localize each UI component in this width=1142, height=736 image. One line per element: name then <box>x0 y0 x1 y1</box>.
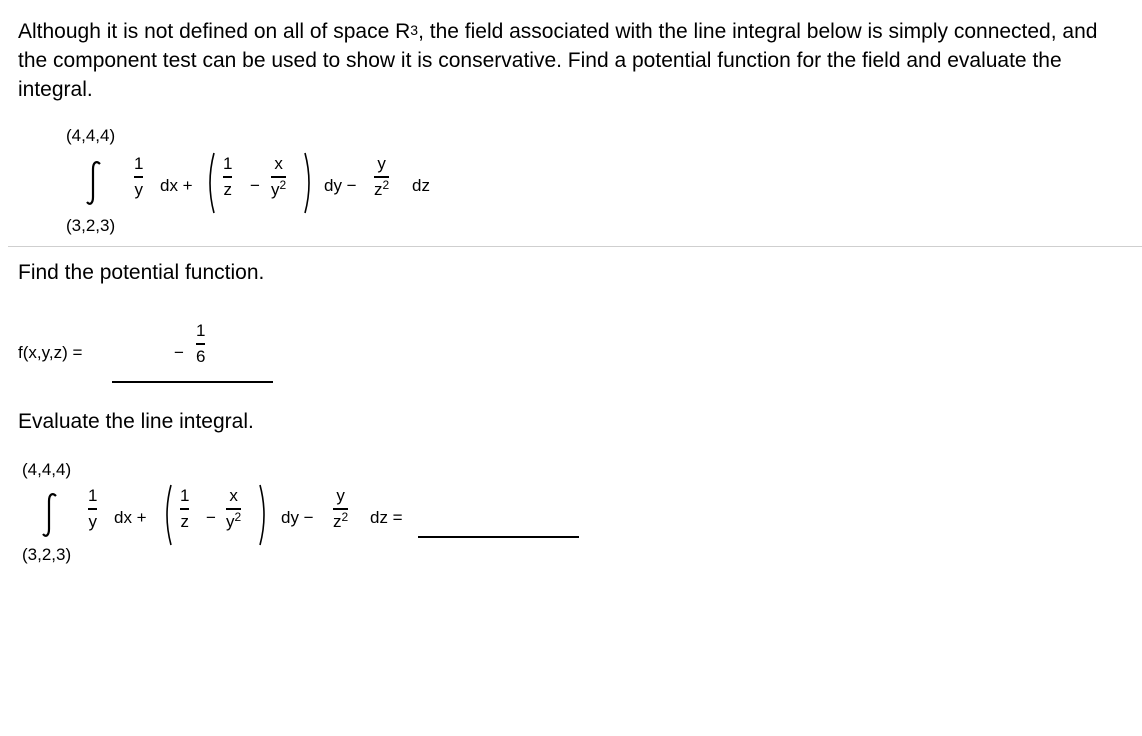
den-base: z <box>333 511 342 531</box>
frac-num: x <box>229 486 238 505</box>
lower-limit: (3,2,3) <box>22 545 72 564</box>
frac-bar <box>223 176 232 178</box>
frac-den <box>226 509 242 532</box>
den-exponent: 2 <box>279 177 287 192</box>
section-divider <box>8 246 1142 247</box>
frac-num: 1 <box>196 321 206 340</box>
frac-den: z <box>180 511 189 531</box>
frac-num: y <box>336 486 345 505</box>
intro-text-continued: , the field associated with the line integral below is simply connected, and the component test can be used to show it is conservative. Find a potential function for the field and evaluate the integral. <box>18 20 1098 101</box>
fraction-x-over-y2 <box>271 154 286 200</box>
integral-sign-icon <box>40 492 62 538</box>
evaluate-integral-heading: Evaluate the line integral. <box>18 410 254 433</box>
right-paren-icon <box>257 482 271 548</box>
frac-den: 6 <box>196 346 206 366</box>
integral-sign-icon <box>84 160 106 206</box>
potential-function-label: f(x,y,z) = <box>18 343 83 362</box>
frac-den <box>271 177 287 200</box>
den-base: z <box>374 179 383 199</box>
answer-fraction <box>196 321 205 367</box>
frac-bar <box>180 508 189 510</box>
upper-limit: (4,4,4) <box>66 126 116 145</box>
frac-num: 1 <box>180 486 190 505</box>
fraction-y-over-z2 <box>374 154 389 200</box>
intro-superscript: 3 <box>410 22 419 38</box>
frac-bar <box>88 508 97 510</box>
minus-sign: − <box>206 508 216 527</box>
frac-bar <box>134 176 143 178</box>
frac-den: y <box>134 179 143 199</box>
frac-num: x <box>274 154 283 173</box>
frac-den: y <box>88 511 97 531</box>
line-integral-answer-line[interactable] <box>418 536 579 538</box>
frac-num: 1 <box>134 154 144 173</box>
dy-minus: dy − <box>281 508 314 527</box>
fraction-x-over-y2 <box>226 486 241 532</box>
frac-num: 1 <box>223 154 233 173</box>
problem-statement <box>18 17 1128 104</box>
potential-function-answer-line[interactable] <box>112 381 273 383</box>
den-exponent: 2 <box>341 509 349 524</box>
den-exponent: 2 <box>234 509 242 524</box>
lower-limit: (3,2,3) <box>66 216 116 235</box>
dy-minus: dy − <box>324 176 357 195</box>
upper-limit: (4,4,4) <box>22 460 72 479</box>
dx-plus: dx + <box>114 508 147 527</box>
minus-sign: − <box>250 176 260 195</box>
fraction-1-over-y <box>88 486 97 532</box>
dz-label: dz <box>412 176 430 195</box>
dz-equals: dz = <box>370 508 403 527</box>
left-paren-icon <box>203 150 217 216</box>
den-base: y <box>226 511 235 531</box>
den-base: y <box>271 179 280 199</box>
fraction-1-over-z <box>180 486 189 532</box>
frac-bar <box>196 343 205 345</box>
frac-den: z <box>223 179 232 199</box>
fraction-1-over-z <box>223 154 232 200</box>
answer-minus-sign: − <box>174 343 184 362</box>
left-paren-icon <box>160 482 174 548</box>
frac-num: y <box>377 154 386 173</box>
fraction-y-over-z2 <box>333 486 348 532</box>
right-paren-icon <box>302 150 316 216</box>
frac-num: 1 <box>88 486 98 505</box>
frac-den <box>333 509 349 532</box>
frac-den <box>374 177 390 200</box>
potential-function-heading: Find the potential function. <box>18 261 265 284</box>
intro-text: Although it is not defined on all of space R <box>18 20 411 43</box>
fraction-1-over-y <box>134 154 143 200</box>
den-exponent: 2 <box>382 177 390 192</box>
dx-plus: dx + <box>160 176 193 195</box>
